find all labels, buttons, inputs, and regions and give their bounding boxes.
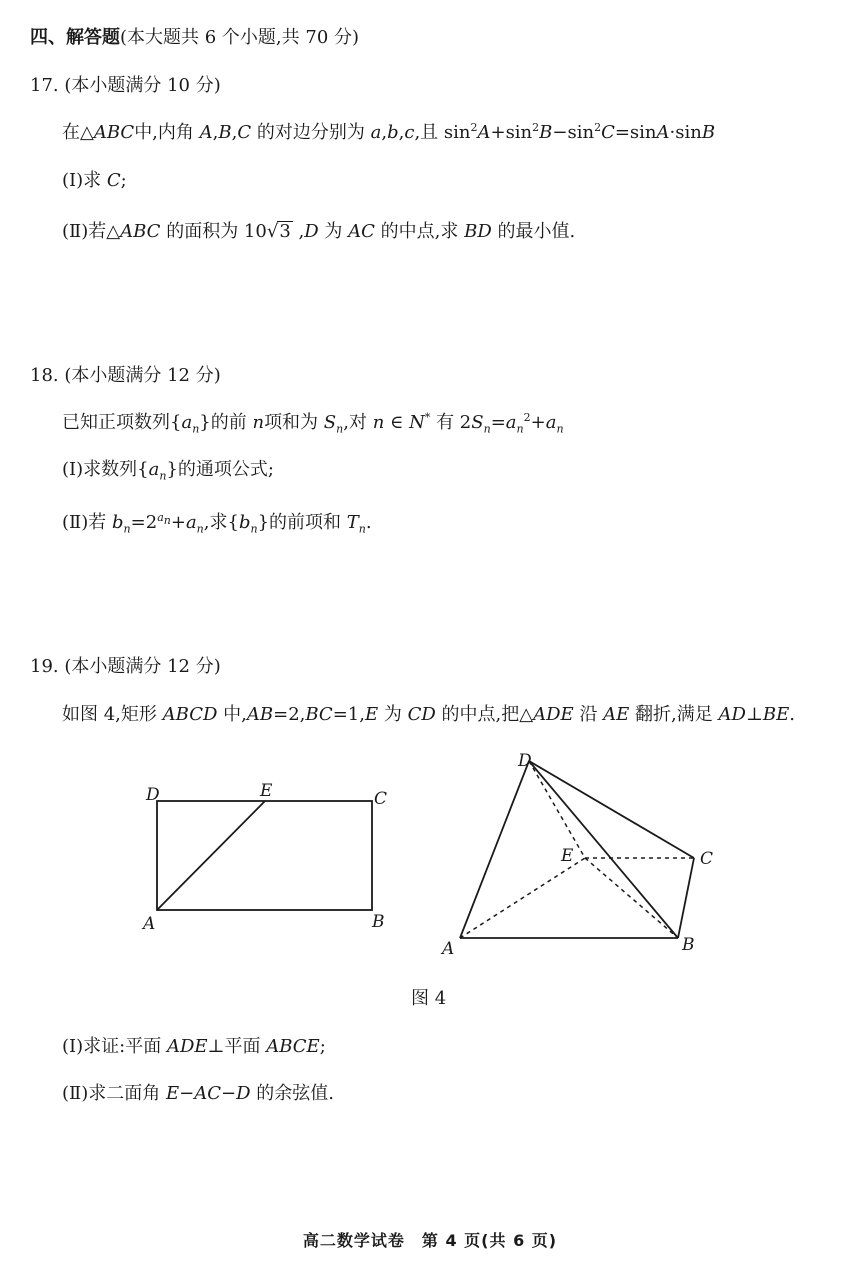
label-left-c: C [374, 789, 388, 809]
label-right-a: A [442, 939, 455, 959]
label-right-d: D [518, 751, 532, 771]
edge-ae-hidden [460, 858, 585, 938]
q17-stem: 在△ABC中,内角 A,B,C 的对边分别为 a,b,c,且 $\sin^2A+\sin^2B-\sin^2C=\sin A\cdot\sin B$ [62, 121, 716, 143]
q18-part2: (Ⅱ)若 $b_n=2^{a_n}+a_n$,求$\{b_n\}$的前项和 $T_n$. [62, 511, 372, 536]
rectangle-abcd [157, 801, 372, 910]
edge-bc [678, 858, 694, 938]
q18-heading: 18. (本小题满分 12 分) [30, 365, 221, 386]
section-title: 四、解答题 [30, 27, 120, 48]
label-left-d: D [146, 785, 160, 805]
edge-eb-hidden [585, 858, 678, 938]
section-note: (本大题共 6 个小题,共 70 分) [120, 27, 360, 48]
q17-part1: (Ⅰ)求 C; [62, 170, 127, 191]
q18-part1: (Ⅰ)求数列$\{a_n\}$的通项公式; [62, 459, 274, 483]
edge-ad [460, 761, 529, 938]
q18-stem: 已知正项数列$\{a_n\}$的前 n项和为 $S_n$,对 n ∈ N* 有 $2S_n=a_n^2+a_n$ [62, 411, 564, 436]
edge-dc [529, 761, 694, 858]
q17-heading: 17. (本小题满分 10 分) [30, 75, 221, 96]
q19-stem: 如图 4,矩形 ABCD 中,AB=2,BC=1,E 为 CD 的中点,把△ADE 沿 AE 翻折,满足 AD⊥BE. [62, 704, 795, 725]
label-left-a: A [143, 914, 156, 934]
label-right-b: B [682, 935, 695, 955]
segment-ae [157, 801, 265, 910]
label-left-b: B [372, 912, 385, 932]
edge-db [529, 761, 678, 938]
q19-part1: (Ⅰ)求证:平面 ADE⊥平面 ABCE; [62, 1036, 326, 1057]
figure-4 [0, 740, 860, 970]
q19-heading: 19. (本小题满分 12 分) [30, 656, 221, 677]
page-footer: 高二数学试卷 第 4 页(共 6 页) [302, 1231, 558, 1250]
section-header [30, 26, 359, 50]
edge-de-hidden [529, 761, 585, 858]
label-left-e: E [260, 781, 273, 801]
label-right-c: C [700, 849, 714, 869]
q17-part2: (Ⅱ)若△ABC 的面积为 10√3 ,D 为 AC 的中点,求 BD 的最小值. [62, 221, 576, 242]
figure-caption: 图 4 [411, 988, 447, 1009]
rectangle-figure [157, 801, 372, 910]
label-right-e: E [561, 846, 574, 866]
pyramid-figure [460, 761, 694, 938]
q19-part2: (Ⅱ)求二面角 E−AC−D 的余弦值. [62, 1083, 335, 1104]
